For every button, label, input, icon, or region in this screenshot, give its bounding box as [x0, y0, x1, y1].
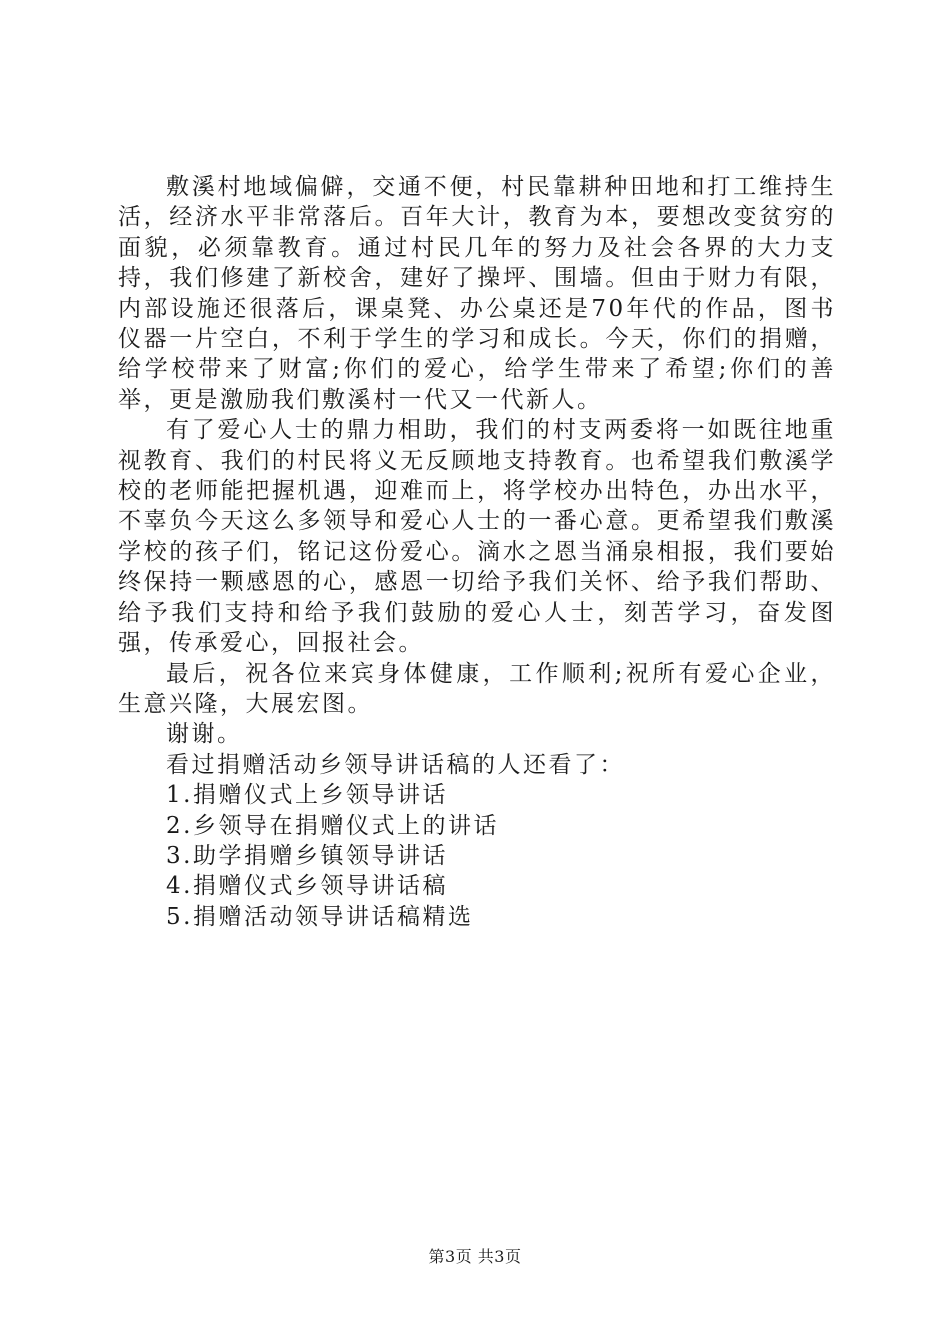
thanks-line: 谢谢。 [166, 721, 243, 748]
body-paragraph-1: 敷溪村地域偏僻，交通不便，村民靠耕种田地和打工维持生活，经济水平非常落后。百年大计，教育为本，要想改变贫穷的面貌，必须靠教育。通过村民几年的努力及社会各界的大力支持，我们修建了新校舍，建好了操坪、围墙。但由于财力有限，内部设施还很落后，课桌凳、办公桌还是70年代的作品，图书仪器一片空白，不利于学生的学习和成长。今天，你们的捐赠，给学校带来了财富;你们的爱心，给学生带来了希望;你们的善举，更是激励我们敷溪村一代又一代新人。 [118, 174, 836, 413]
document-body [118, 172, 836, 932]
body-paragraph-3: 最后，祝各位来宾身体健康，工作顺利;祝所有爱心企业，生意兴隆，大展宏图。 [118, 660, 836, 717]
related-item-4: 4.捐赠仪式乡领导讲话稿 [166, 873, 448, 900]
related-list [118, 780, 836, 932]
related-item-5: 5.捐赠活动领导讲话稿精选 [166, 903, 474, 930]
body-paragraph-2: 有了爱心人士的鼎力相助，我们的村支两委将一如既往地重视教育、我们的村民将义无反顾地支持教育。也希望我们敷溪学校的老师能把握机遇，迎难而上，将学校办出特色，办出水平，不辜负今天这么多领导和爱心人士的一番心意。更希望我们敷溪学校的孩子们，铭记这份爱心。滴水之恩当涌泉相报，我们要始终保持一颗感恩的心，感恩一切给予我们关怀、给予我们帮助、给予我们支持和给予我们鼓励的爱心人士，刻苦学习，奋发图强，传承爱心，回报社会。 [118, 417, 836, 657]
related-item-3: 3.助学捐赠乡镇领导讲话 [166, 842, 448, 869]
related-item-1: 1.捐赠仪式上乡领导讲话 [166, 782, 448, 809]
page-number-footer: 第3页 共3页 [428, 1247, 522, 1266]
related-heading: 看过捐赠活动乡领导讲话稿的人还看了： [166, 751, 625, 778]
related-item-2: 2.乡领导在捐赠仪式上的讲话 [166, 812, 499, 839]
